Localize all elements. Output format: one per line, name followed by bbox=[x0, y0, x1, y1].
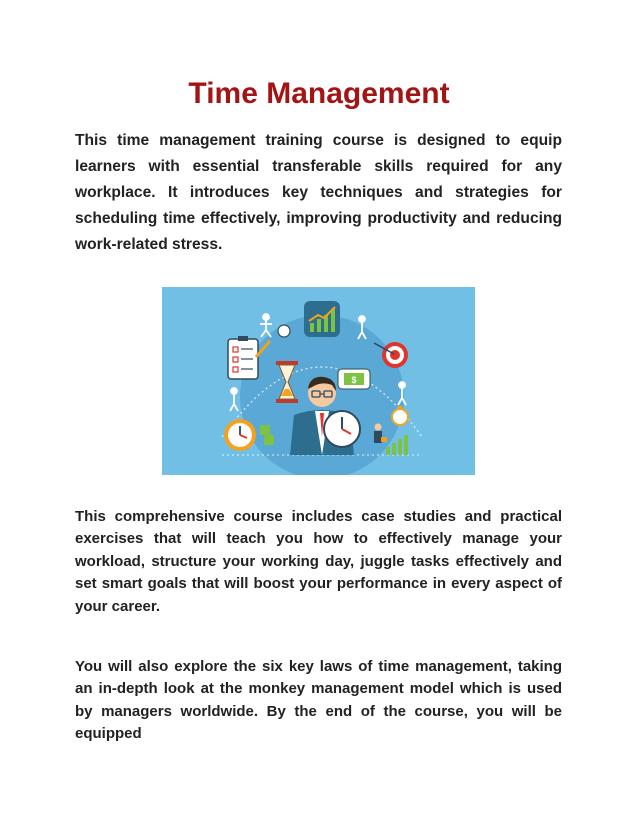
illustration-svg bbox=[162, 287, 475, 475]
time-management-illustration bbox=[162, 287, 475, 475]
intro-paragraph: This time management training course is designed to equip learners with essential transferable skills required for any workplace. It introduces key techniques and strategies for scheduling time effectively, improving productivity and reducing work-related stress. bbox=[75, 132, 562, 253]
mini-clock-icon bbox=[278, 325, 290, 337]
course-contents-paragraph: This comprehensive course includes case studies and practical exercises that will teach you how to effectively manage your workload, structure your working day, juggle tasks effectively and set smart goals that will boost your performance in every aspect of your career. bbox=[75, 508, 562, 615]
money-symbol: $ bbox=[351, 375, 357, 385]
money-bubble-icon bbox=[338, 369, 370, 389]
large-clock-icon bbox=[324, 411, 360, 447]
page-title: Time Management bbox=[188, 77, 450, 110]
time-laws-paragraph: You will also explore the six key laws of time management, taking an in-depth look at the monkey management model which is used by managers worldwide. By the end of the course, you will be equipped bbox=[75, 658, 562, 743]
small-clock-icon bbox=[224, 419, 256, 451]
growth-chart-icon bbox=[304, 301, 340, 337]
